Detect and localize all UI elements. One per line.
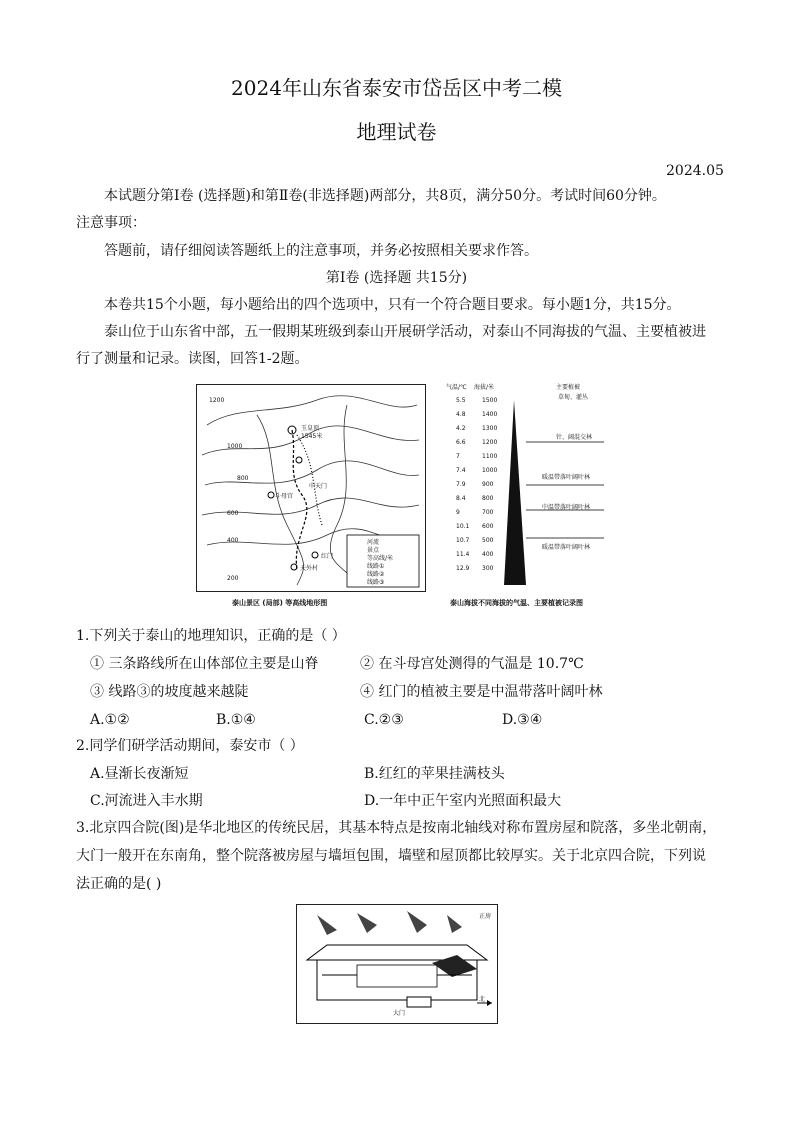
question-1-stem: 1.下列关于泰山的地理知识，正确的是（ ） bbox=[76, 628, 346, 644]
part1-description: 本卷共15个小题，每小题给出的四个选项中，只有一个符合题目要求。每小题1分，共15分。 bbox=[104, 297, 681, 313]
temp-value: 7.9 bbox=[456, 481, 466, 488]
alt-header: 海拔/米 bbox=[474, 384, 495, 391]
question-2-option-b[interactable]: B.红红的苹果挂满枝头 bbox=[364, 766, 505, 782]
vegetation-zone: 草甸、灌丛 bbox=[558, 394, 589, 401]
temp-value: 12.9 bbox=[456, 565, 470, 572]
contour-label: 1000 bbox=[227, 443, 243, 450]
map-label: 斗母宫 bbox=[275, 493, 294, 500]
vegetation-caption: 泰山海拔不同海拔的气温、主要植被记录图 bbox=[450, 599, 583, 607]
question-1-option-c[interactable]: C.②③ bbox=[364, 712, 404, 728]
map-label: 1545米 bbox=[301, 433, 323, 440]
alt-value: 700 bbox=[482, 509, 494, 516]
alt-value: 1200 bbox=[482, 439, 498, 446]
temp-value: 7 bbox=[456, 453, 460, 460]
alt-value: 1500 bbox=[482, 397, 498, 404]
question-3-stem: 3.北京四合院(图)是华北地区的传统民居，其基本特点是按南北轴线对称布置房屋和院落，多坐北朝南， bbox=[76, 820, 717, 836]
question-1-option-b[interactable]: B.①④ bbox=[216, 712, 256, 728]
alt-value: 1100 bbox=[482, 453, 498, 460]
courtyard-label-main: 正房 bbox=[479, 913, 492, 920]
question-1-option-d[interactable]: D.③④ bbox=[502, 712, 543, 728]
map-label: 天外村 bbox=[300, 565, 319, 572]
courtyard-label-door: 大门 bbox=[393, 1010, 406, 1017]
temp-value: 10.7 bbox=[456, 537, 470, 544]
alt-value: 1300 bbox=[482, 425, 498, 432]
notice-body: 答题前，请仔细阅读答题纸上的注意事项，并务必按照相关要求作答。 bbox=[104, 243, 538, 259]
part1-title: 第Ⅰ卷 (选择题 共15分) bbox=[325, 270, 468, 286]
courtyard-image bbox=[297, 905, 497, 1023]
vegetation-zone: 中温带落叶阔叶林 bbox=[542, 504, 591, 511]
question-2-stem: 2.同学们研学活动期间，泰安市（ ） bbox=[76, 738, 304, 754]
legend-item: 等高线/米 bbox=[367, 555, 394, 562]
question-2-option-a[interactable]: A.昼渐长夜渐短 bbox=[90, 766, 189, 782]
vegetation-zone: 暖温带落叶阔叶林 bbox=[542, 544, 591, 551]
question-3-stem: 大门一般开在东南角，整个院落被房屋与墙垣包围，墙壁和屋顶都比较厚实。关于北京四合院，下列说 bbox=[76, 848, 706, 864]
veg-header: 主要植被 bbox=[556, 384, 581, 391]
legend-item: 河流 bbox=[367, 539, 380, 546]
question-1-statement: ① 三条路线所在山体部位主要是山脊 bbox=[90, 656, 319, 672]
alt-value: 900 bbox=[482, 481, 494, 488]
legend-item: 景点 bbox=[367, 547, 380, 554]
legend-item: 线路③ bbox=[367, 579, 385, 586]
question-1-statement: ② 在斗母宫处测得的气温是 10.7℃ bbox=[360, 656, 584, 672]
temp-value: 4.8 bbox=[456, 411, 466, 418]
alt-value: 400 bbox=[482, 551, 494, 558]
temp-value: 5.5 bbox=[456, 397, 466, 404]
map-label: 玉皇顶 bbox=[301, 425, 320, 432]
vegetation-zone: 针、阔混交林 bbox=[556, 434, 593, 441]
map-label: 红门 bbox=[321, 553, 334, 560]
context-line: 行了测量和记录。读图，回答1-2题。 bbox=[76, 351, 309, 367]
vegetation-triangle bbox=[446, 380, 606, 590]
notice-heading: 注意事项： bbox=[76, 215, 146, 231]
question-1-statement: ④ 红门的植被主要是中温带落叶阔叶林 bbox=[360, 684, 603, 700]
map-caption: 泰山景区 (局部) 等高线地形图 bbox=[232, 599, 328, 607]
temp-value: 11.4 bbox=[456, 551, 470, 558]
question-3-stem: 法正确的是( ) bbox=[76, 876, 162, 892]
contour-label: 200 bbox=[227, 575, 239, 582]
legend-item: 线路① bbox=[367, 563, 385, 570]
question-2-option-d[interactable]: D.一年中正午室内光照面积最大 bbox=[364, 793, 562, 809]
temp-value: 4.2 bbox=[456, 425, 466, 432]
temp-value: 9 bbox=[456, 509, 460, 516]
map-label: 中天门 bbox=[309, 483, 328, 490]
temp-value: 7.4 bbox=[456, 467, 466, 474]
temp-value: 10.1 bbox=[456, 523, 470, 530]
legend-item: 线路② bbox=[367, 571, 385, 578]
contour-label: 600 bbox=[227, 510, 239, 517]
courtyard-figure bbox=[296, 904, 498, 1024]
vegetation-chart bbox=[446, 380, 606, 590]
question-2-option-c[interactable]: C.河流进入丰水期 bbox=[90, 793, 203, 809]
alt-value: 1000 bbox=[482, 467, 498, 474]
exam-title: 2024年山东省泰安市岱岳区中考二模 bbox=[231, 76, 562, 100]
context-line: 泰山位于山东省中部，五一假期某班级到泰山开展研学活动，对泰山不同海拔的气温、主要植被进 bbox=[104, 324, 706, 340]
contour-label: 400 bbox=[227, 537, 239, 544]
exam-subtitle: 地理试卷 bbox=[356, 120, 437, 144]
alt-value: 500 bbox=[482, 537, 494, 544]
contour-label: 1200 bbox=[209, 397, 225, 404]
intro-line: 本试题分第Ⅰ卷 (选择题)和第Ⅱ卷(非选择题)两部分，共8页，满分50分。考试时间60分钟。 bbox=[104, 188, 666, 204]
question-1-option-a[interactable]: A.①② bbox=[90, 712, 130, 728]
contour-map-figure bbox=[196, 384, 426, 592]
alt-value: 300 bbox=[482, 565, 494, 572]
courtyard-label-north: 北 bbox=[479, 996, 486, 1003]
question-1-statement: ③ 线路③的坡度越来越陡 bbox=[90, 684, 249, 700]
alt-value: 800 bbox=[482, 495, 494, 502]
alt-value: 600 bbox=[482, 523, 494, 530]
temp-header: 气温/℃ bbox=[446, 384, 467, 391]
exam-date: 2024.05 bbox=[666, 163, 724, 179]
temp-value: 8.4 bbox=[456, 495, 466, 502]
contour-label: 800 bbox=[237, 475, 249, 482]
temp-value: 6.6 bbox=[456, 439, 466, 446]
vegetation-zone: 暖温带落叶阔叶林 bbox=[542, 474, 591, 481]
alt-value: 1400 bbox=[482, 411, 498, 418]
